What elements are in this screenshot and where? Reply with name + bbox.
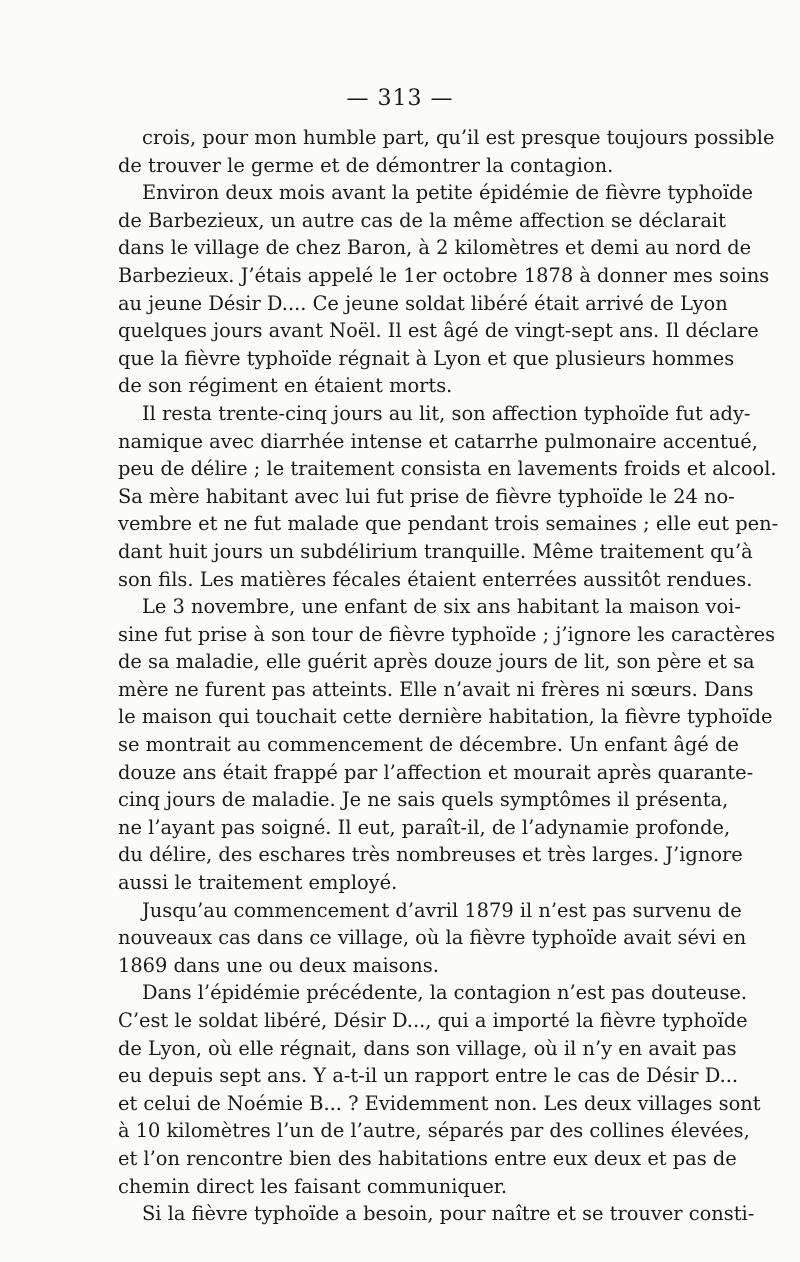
body-text: [118, 124, 779, 1228]
text-line: et celui de Noémie B... ? Evidemment non. Les deux villages sont: [118, 1091, 761, 1115]
text-line: cinq jours de maladie. Je ne sais quels symptômes il présenta,: [118, 788, 729, 812]
paragraph: [118, 1200, 755, 1228]
page-number: — 313 —: [346, 86, 454, 111]
text-line: chemin direct les faisant communiquer.: [118, 1174, 508, 1198]
text-line: 1869 dans une ou deux maisons.: [118, 953, 439, 977]
text-line: Jusqu’au commencement d’avril 1879 il n’est pas survenu de: [142, 898, 742, 922]
text-line: ne l’ayant pas soigné. Il eut, paraît-il, de l’adynamie profonde,: [118, 815, 731, 839]
text-line: de Barbezieux, un autre cas de la même affection se déclarait: [118, 208, 726, 232]
text-line: le maison qui touchait cette dernière habitation, la fièvre typhoïde: [118, 705, 773, 729]
text-line: sine fut prise à son tour de fièvre typhoïde ; j’ignore les caractères: [118, 622, 776, 646]
paragraph: [118, 897, 747, 980]
paragraph: [118, 124, 775, 179]
text-line: Environ deux mois avant la petite épidémie de fièvre typhoïde: [142, 181, 753, 205]
text-line: Si la fièvre typhoïde a besoin, pour naître et se trouver consti-: [142, 1202, 755, 1226]
text-line: eu depuis sept ans. Y a-t-il un rapport entre le cas de Désir D...: [118, 1064, 739, 1088]
text-line: que la fièvre typhoïde régnait à Lyon et que plusieurs hommes: [118, 346, 735, 370]
paragraph: [118, 593, 776, 897]
paragraph: [118, 979, 761, 1200]
text-line: peu de délire ; le traitement consista en lavements froids et alcool.: [118, 457, 777, 481]
text-line: de Lyon, où elle régnait, dans son village, où il n’y en avait pas: [118, 1036, 737, 1060]
text-line: dans le village de chez Baron, à 2 kilomètres et demi au nord de: [118, 236, 752, 260]
text-line: Le 3 novembre, une enfant de six ans habitant la maison voi-: [142, 595, 741, 619]
text-line: Barbezieux. J’étais appelé le 1er octobre 1878 à donner mes soins: [118, 263, 770, 287]
text-line: Dans l’épidémie précédente, la contagion n’est pas douteuse.: [142, 981, 748, 1005]
text-line: mère ne furent pas atteints. Elle n’avait ni frères ni sœurs. Dans: [118, 677, 754, 701]
text-line: de trouver le germe et de démontrer la contagion.: [118, 153, 614, 177]
text-line: dant huit jours un subdélirium tranquille. Même traitement qu’à: [118, 539, 753, 563]
text-line: crois, pour mon humble part, qu’il est presque toujours possible: [142, 126, 775, 149]
text-line: namique avec diarrhée intense et catarrhe pulmonaire accentué,: [118, 429, 758, 453]
text-line: du délire, des eschares très nombreuses et très larges. J’ignore: [118, 843, 743, 867]
text-line: C’est le soldat libéré, Désir D..., qui a importé la fièvre typhoïde: [118, 1009, 748, 1032]
text-line: et l’on rencontre bien des habitations entre eux deux et pas de: [118, 1146, 737, 1170]
text-line: vembre et ne fut malade que pendant trois semaines ; elle eut pen-: [118, 512, 779, 536]
text-line: de sa maladie, elle guérit après douze jours de lit, son père et sa: [118, 650, 755, 674]
text-line: nouveaux cas dans ce village, où la fièvre typhoïde avait sévi en: [118, 926, 747, 950]
text-line: son fils. Les matières fécales étaient enterrées aussitôt rendues.: [118, 567, 753, 591]
text-line: au jeune Désir D.... Ce jeune soldat libéré était arrivé de Lyon: [118, 291, 728, 315]
text-line: quelques jours avant Noël. Il est âgé de vingt-sept ans. Il déclare: [118, 319, 759, 343]
text-line: à 10 kilomètres l’un de l’autre, séparés par des collines élevées,: [118, 1119, 750, 1143]
text-line: douze ans était frappé par l’affection et mourait après quarante-: [118, 760, 754, 784]
paragraph: [118, 400, 779, 593]
text-line: Il resta trente-cinq jours au lit, son affection typhoïde fut ady-: [142, 401, 751, 425]
text-line: se montrait au commencement de décembre. Un enfant âgé de: [118, 733, 739, 757]
paragraph: [118, 179, 770, 400]
text-line: Sa mère habitant avec lui fut prise de fièvre typhoïde le 24 no-: [118, 484, 735, 508]
text-line: de son régiment en étaient morts.: [118, 374, 453, 398]
text-line: aussi le traitement employé.: [118, 871, 398, 895]
